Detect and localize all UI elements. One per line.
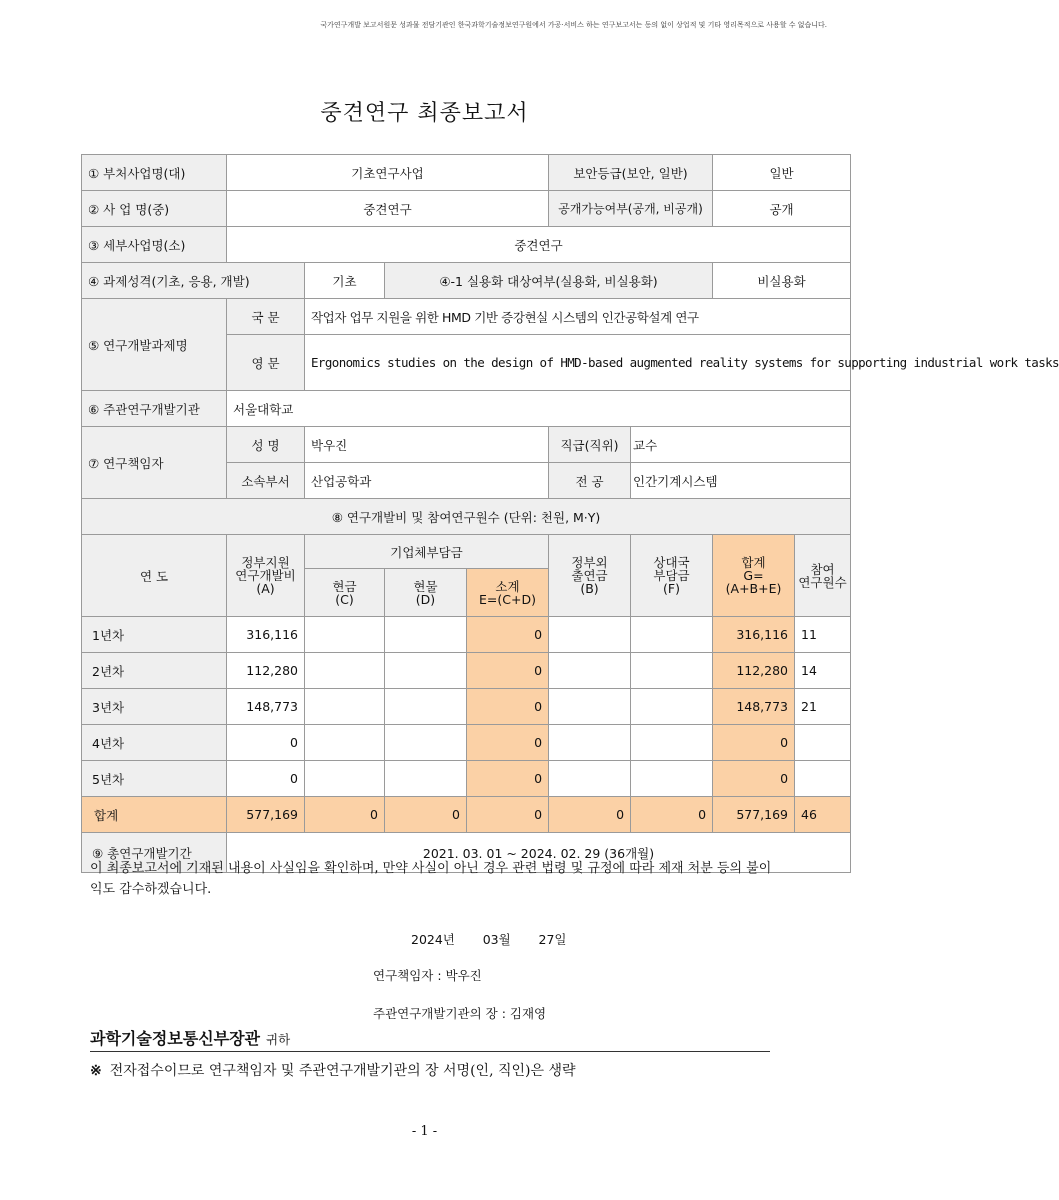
cash-cell xyxy=(305,689,385,725)
label-subprogram: ③ 세부사업명(소) xyxy=(82,227,227,263)
total-cell: 112,280 xyxy=(713,653,795,689)
value-disclosure: 공개 xyxy=(713,191,851,227)
cash-cell xyxy=(305,617,385,653)
total-cell: 0 xyxy=(713,725,795,761)
total-cell: 316,116 xyxy=(713,617,795,653)
header-gov-fund: 정부지원 연구개발비 (A) xyxy=(227,535,305,617)
recipient-line xyxy=(90,1026,770,1052)
value-title-english: Ergonomics studies on the design of HMD-based augmented reality systems for supporting industrial work tasks xyxy=(305,335,851,391)
cash-cell: 0 xyxy=(305,797,385,833)
page-number: - 1 - xyxy=(411,1124,438,1139)
partner-fund-cell xyxy=(631,689,713,725)
value-research-period: 2021. 03. 01 ~ 2024. 02. 29 (36개월) xyxy=(227,833,851,873)
researchers-cell xyxy=(795,761,851,797)
subtotal-cell: 0 xyxy=(467,797,549,833)
info-row-institution xyxy=(82,391,851,427)
header-total: 합계 G=(A+B+E) xyxy=(713,535,795,617)
partner-fund-cell xyxy=(631,617,713,653)
value-ministry-program: 기초연구사업 xyxy=(227,155,549,191)
header-nongov-fund: 정부외 출연금 (B) xyxy=(549,535,631,617)
budget-title-row xyxy=(82,499,851,535)
nongov-fund-cell xyxy=(549,653,631,689)
value-subprogram: 중견연구 xyxy=(227,227,851,263)
report-info-table xyxy=(81,154,1059,873)
label-pi-name: 성 명 xyxy=(227,427,305,463)
value-security-level: 일반 xyxy=(713,155,851,191)
value-pi-rank: 교수 xyxy=(631,427,851,463)
pi-signature: 연구책임자 : 박우진 xyxy=(373,968,482,983)
in-kind-cell xyxy=(385,761,467,797)
cash-cell xyxy=(305,653,385,689)
label-institution: ⑥ 주관연구개발기관 xyxy=(82,391,227,427)
total-cell: 148,773 xyxy=(713,689,795,725)
year-cell: 2년차 xyxy=(82,653,227,689)
institution-head-signature: 주관연구개발기관의 장 : 김재영 xyxy=(373,1006,547,1021)
subtotal-cell: 0 xyxy=(467,725,549,761)
label-security-level: 보안등급(보안, 일반) xyxy=(549,155,713,191)
table-row xyxy=(82,653,851,689)
total-cell: 0 xyxy=(713,761,795,797)
header-subtotal: 소계 E=(C+D) xyxy=(467,569,549,617)
gov-fund-cell: 316,116 xyxy=(227,617,305,653)
nongov-fund-cell: 0 xyxy=(549,797,631,833)
in-kind-cell xyxy=(385,725,467,761)
table-row xyxy=(82,689,851,725)
electronic-submission-note xyxy=(90,1060,576,1080)
label-pi-major: 전 공 xyxy=(549,463,631,499)
pledge-statement: 이 최종보고서에 기재된 내용이 사실임을 확인하며, 만약 사실이 아닌 경우 관련 법령 및 규정에 따라 제재 처분 등의 불이익도 감수하겠습니다. xyxy=(90,861,772,897)
header-cash: 현금 (C) xyxy=(305,569,385,617)
researchers-cell: 21 xyxy=(795,689,851,725)
header-year: 연 도 xyxy=(82,535,227,617)
subtotal-cell: 0 xyxy=(467,761,549,797)
info-row-subprogram xyxy=(82,227,851,263)
partner-fund-cell: 0 xyxy=(631,797,713,833)
label-research-period: ⑨ 총연구개발기간 xyxy=(82,833,227,873)
researchers-cell xyxy=(795,725,851,761)
year-cell: 1년차 xyxy=(82,617,227,653)
partner-fund-cell xyxy=(631,725,713,761)
info-row-ministry xyxy=(82,155,851,191)
header-in-kind: 현물 (D) xyxy=(385,569,467,617)
label-project-title: ⑤ 연구개발과제명 xyxy=(82,299,227,391)
nongov-fund-cell xyxy=(549,689,631,725)
recipient-honorific: 귀하 xyxy=(266,1032,291,1047)
info-row-pi-name xyxy=(82,427,851,463)
label-project-nature: ④ 과제성격(기초, 응용, 개발) xyxy=(82,263,305,299)
table-row xyxy=(82,761,851,797)
subtotal-cell: 0 xyxy=(467,617,549,653)
value-title-korean: 작업자 업무 지원을 위한 HMD 기반 증강현실 시스템의 인간공학설계 연구 xyxy=(305,299,851,335)
partner-fund-cell xyxy=(631,653,713,689)
year-cell: 합계 xyxy=(82,797,227,833)
info-row-nature xyxy=(82,263,851,299)
value-pi-name: 박우진 xyxy=(305,427,549,463)
value-pi-major: 인간기계시스템 xyxy=(631,463,851,499)
electronic-submission-text: 전자접수이므로 연구책임자 및 주관연구개발기관의 장 서명(인, 직인)은 생략 xyxy=(109,1063,576,1079)
gov-fund-cell: 112,280 xyxy=(227,653,305,689)
subtotal-cell: 0 xyxy=(467,653,549,689)
gov-fund-cell: 577,169 xyxy=(227,797,305,833)
header-partner-fund: 상대국 부담금 (F) xyxy=(631,535,713,617)
cash-cell xyxy=(305,725,385,761)
budget-total-row xyxy=(82,797,851,833)
researchers-cell: 46 xyxy=(795,797,851,833)
table-row xyxy=(82,725,851,761)
label-ministry-program: ① 부처사업명(대) xyxy=(82,155,227,191)
label-pi-dept: 소속부서 xyxy=(227,463,305,499)
header-company-fund: 기업체부담금 xyxy=(305,535,549,569)
info-row-title-kor xyxy=(82,299,851,335)
year-cell: 4년차 xyxy=(82,725,227,761)
total-cell: 577,169 xyxy=(713,797,795,833)
label-title-korean: 국 문 xyxy=(227,299,305,335)
subtotal-cell: 0 xyxy=(467,689,549,725)
nongov-fund-cell xyxy=(549,725,631,761)
in-kind-cell xyxy=(385,689,467,725)
gov-fund-cell: 148,773 xyxy=(227,689,305,725)
info-row-program xyxy=(82,191,851,227)
researchers-cell: 14 xyxy=(795,653,851,689)
budget-header-row-1 xyxy=(82,535,851,569)
page-title: 중견연구 최종보고서 xyxy=(320,101,529,126)
year-cell: 3년차 xyxy=(82,689,227,725)
value-pi-dept: 산업공학과 xyxy=(305,463,549,499)
label-principal-investigator: ⑦ 연구책임자 xyxy=(82,427,227,499)
header-researchers: 참여 연구원수 xyxy=(795,535,851,617)
nongov-fund-cell xyxy=(549,617,631,653)
recipient-name: 과학기술정보통신부장관 xyxy=(90,1029,261,1048)
in-kind-cell xyxy=(385,617,467,653)
label-title-english: 영 문 xyxy=(227,335,305,391)
value-project-nature: 기초 xyxy=(305,263,385,299)
value-commercialization: 비실용화 xyxy=(713,263,851,299)
reference-mark-icon: ※ xyxy=(90,1063,102,1079)
researchers-cell: 11 xyxy=(795,617,851,653)
gov-fund-cell: 0 xyxy=(227,725,305,761)
label-program-name: ② 사 업 명(중) xyxy=(82,191,227,227)
table-row xyxy=(82,617,851,653)
year-cell: 5년차 xyxy=(82,761,227,797)
in-kind-cell xyxy=(385,653,467,689)
report-date: 2024년 03월 27일 xyxy=(411,932,567,947)
in-kind-cell: 0 xyxy=(385,797,467,833)
cash-cell xyxy=(305,761,385,797)
value-institution: 서울대학교 xyxy=(227,391,851,427)
label-commercialization: ④-1 실용화 대상여부(실용화, 비실용화) xyxy=(385,263,713,299)
budget-section-title: ⑧ 연구개발비 및 참여연구원수 (단위: 천원, M·Y) xyxy=(82,499,851,535)
usage-notice: 국가연구개발 보고서원문 성과물 전담기관인 한국과학기술정보연구원에서 가공·서비스 하는 연구보고서는 동의 없이 상업적 및 기타 영리목적으로 사용할 수 없습니다. xyxy=(320,21,827,29)
label-disclosure: 공개가능여부(공개, 비공개) xyxy=(549,191,713,227)
gov-fund-cell: 0 xyxy=(227,761,305,797)
value-program-name: 중견연구 xyxy=(227,191,549,227)
partner-fund-cell xyxy=(631,761,713,797)
nongov-fund-cell xyxy=(549,761,631,797)
label-pi-rank: 직급(직위) xyxy=(549,427,631,463)
